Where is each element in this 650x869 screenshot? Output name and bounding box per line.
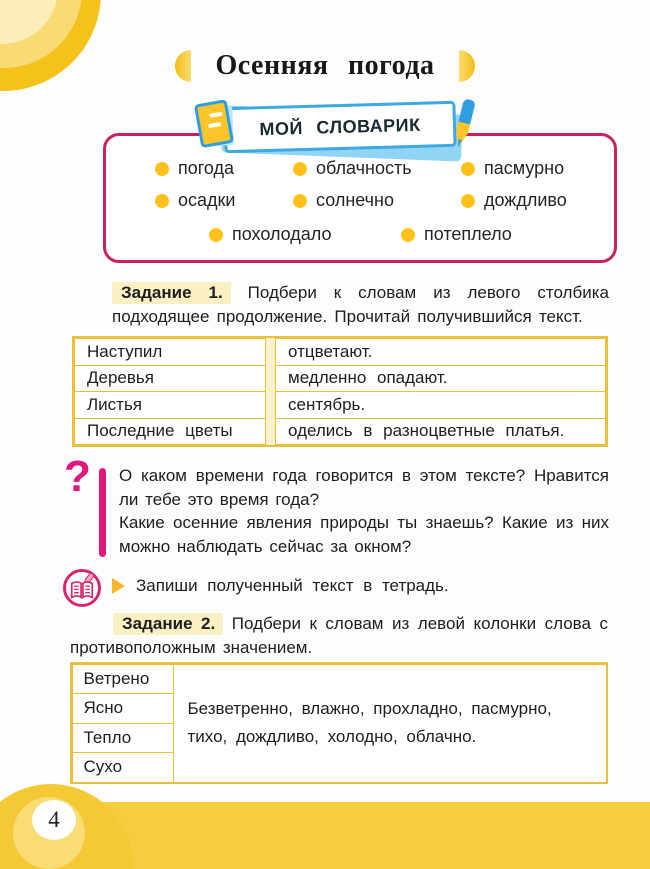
bullet-icon xyxy=(293,162,307,176)
match-table xyxy=(72,336,608,447)
bullet-icon xyxy=(209,228,223,242)
vocab-item xyxy=(209,224,332,245)
table-cell-right: отцветают. xyxy=(275,338,606,366)
question-paragraph: О каком времени года говорится в этом тексте? Нравится ли тебе это время года? xyxy=(119,466,609,509)
task2-label: Задание 2. xyxy=(113,613,223,635)
question-paragraph: Какие осенние явления природы ты знаешь? Какие из них можно наблюдать сейчас за окном? xyxy=(119,513,609,556)
table-cell-right: оделись в разноцветные платья. xyxy=(275,418,606,446)
accent-bar xyxy=(99,468,106,557)
antonym-word-cell: Сухо xyxy=(72,752,174,783)
antonym-options-cell: Безветренно, влажно, прохладно, пасмурно, тихо, дождливо, холодно, облачно. xyxy=(173,664,607,783)
vocab-header xyxy=(224,104,456,150)
table-cell-left: Наступил xyxy=(74,338,266,366)
table-row xyxy=(74,391,606,419)
table-gap xyxy=(266,418,275,446)
half-moon-right-icon xyxy=(459,50,475,82)
vocab-word: пасмурно xyxy=(484,158,565,178)
question-block xyxy=(119,464,609,558)
bullet-icon xyxy=(461,194,475,208)
vocab-word: погода xyxy=(178,158,235,178)
task1-label: Задание 1. xyxy=(112,282,231,304)
antonym-word-cell: Ветрено xyxy=(72,664,174,695)
antonym-word-cell: Ясно xyxy=(72,693,174,724)
table-cell-left: Деревья xyxy=(74,365,266,393)
task1-paragraph xyxy=(112,281,609,328)
table-cell-left: Последние цветы xyxy=(74,418,266,446)
vocab-item xyxy=(461,190,567,211)
task2-instruction: Подбери к словам из левой колонки слова с противоположным значением. xyxy=(70,614,608,657)
vocab-word: осадки xyxy=(178,190,236,210)
open-book-icon xyxy=(63,569,101,607)
arrow-icon xyxy=(112,578,125,594)
vocab-item xyxy=(155,158,234,179)
bullet-icon xyxy=(461,162,475,176)
table-gap xyxy=(266,338,275,366)
vocab-word: потеплело xyxy=(424,224,512,244)
antonym-table xyxy=(70,662,608,784)
table-row xyxy=(74,418,606,446)
antonym-word-cell: Тепло xyxy=(72,723,174,754)
vocab-word: похолодало xyxy=(232,224,332,244)
vocab-item xyxy=(293,158,412,179)
vocab-item xyxy=(401,224,512,245)
vocab-item xyxy=(461,158,564,179)
notebook-icon xyxy=(193,98,237,150)
write-task-text: Запиши полученный текст в тетрадь. xyxy=(136,576,449,595)
vocab-item xyxy=(155,190,235,211)
bullet-icon xyxy=(155,162,169,176)
vocab-word: солнечно xyxy=(316,190,395,210)
half-moon-left-icon xyxy=(175,50,191,82)
table-cell-right: сентябрь. xyxy=(275,391,606,419)
vocab-word: облачность xyxy=(316,158,412,178)
table-row xyxy=(74,365,606,393)
table-row xyxy=(74,338,606,366)
title-row xyxy=(0,50,650,82)
bullet-icon xyxy=(155,194,169,208)
page-number: 4 xyxy=(48,807,60,832)
task2-paragraph xyxy=(70,612,608,659)
bullet-icon xyxy=(401,228,415,242)
table-cell-right: медленно опадают. xyxy=(275,365,606,393)
bullet-icon xyxy=(293,194,307,208)
table-gap xyxy=(266,365,275,393)
vocab-item xyxy=(293,190,394,211)
question-mark-icon: ? xyxy=(64,452,91,501)
page-title: Осенняя погода xyxy=(215,50,435,81)
vocab-word: дождливо xyxy=(484,190,567,210)
page-number-badge xyxy=(32,800,76,840)
table-gap xyxy=(266,391,275,419)
pen-icon xyxy=(449,95,479,153)
task1-instruction: Подбери к словам из левого столбика подходящее продолжение. Прочитай получившийся текст. xyxy=(112,283,609,326)
vocab-header-label: МОЙ СЛОВАРИК xyxy=(223,101,456,153)
table-cell-left: Листья xyxy=(74,391,266,419)
